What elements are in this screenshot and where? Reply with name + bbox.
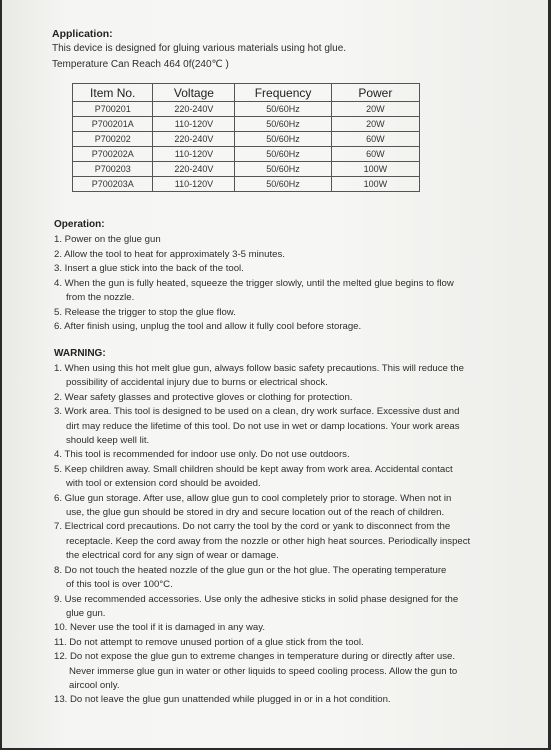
list-item: 4. When the gun is fully heated, squeeze the trigger slowly, until the melted glue begins to flow <box>54 277 454 289</box>
cell-frequency: 50/60Hz <box>235 132 331 147</box>
operation-list <box>54 233 454 335</box>
list-item-continuation: receptacle. Keep the cord away from the nozzle or other high heat sources. Periodically inspect <box>66 535 471 547</box>
cell-item-no: P700203 <box>73 162 153 177</box>
table-row <box>73 177 420 192</box>
warning-list <box>54 362 470 708</box>
list-item: 5. Keep children away. Small children should be kept away from work area. Accidental contact <box>54 463 453 475</box>
list-item-continuation: glue gun. <box>66 607 106 619</box>
list-item-continuation: should keep well lit. <box>66 435 150 447</box>
list-item: 13. Do not leave the glue gun unattended while plugged in or in a hot condition. <box>54 694 391 706</box>
cell-power: 60W <box>331 132 419 147</box>
list-item: 6. Glue gun storage. After use, allow glue gun to cool completely prior to storage. When not in <box>54 492 452 504</box>
operation-title: Operation: <box>54 219 105 230</box>
list-item: 7. Electrical cord precautions. Do not carry the tool by the cord or yank to disconnect from the <box>54 521 451 533</box>
list-item: 10. Never use the tool if it is damaged in any way. <box>54 622 265 634</box>
list-item: 12. Do not expose the glue gun to extreme changes in temperature during or directly after use. <box>54 651 456 663</box>
cell-item-no: P700201 <box>73 102 153 117</box>
list-item: 9. Use recommended accessories. Use only the adhesive sticks in solid phase designed for the <box>54 593 459 605</box>
cell-frequency: 50/60Hz <box>235 177 331 192</box>
cell-power: 20W <box>331 117 419 132</box>
list-item-continuation: the electrical cord for any sign of wear or damage. <box>66 550 279 562</box>
cell-voltage: 110-120V <box>153 117 235 132</box>
temperature-note: Temperature Can Reach 464 0f(240℃ ) <box>52 59 229 70</box>
cell-frequency: 50/60Hz <box>235 162 331 177</box>
warning-title: WARNING: <box>54 348 106 359</box>
cell-item-no: P700202A <box>73 147 153 162</box>
list-item-continuation: aircool only. <box>69 679 120 691</box>
spec-table <box>72 83 420 192</box>
cell-item-no: P700202 <box>73 132 153 147</box>
list-item-continuation: from the nozzle. <box>66 292 135 303</box>
table-row <box>73 132 420 147</box>
list-item-continuation: with tool or extension cord should be avoided. <box>66 478 261 490</box>
list-item: 3. Work area. This tool is designed to be used on a clean, dry work surface. Excessive dust and <box>54 406 460 418</box>
table-row <box>73 102 420 117</box>
cell-power: 60W <box>331 147 419 162</box>
list-item: 2. Wear safety glasses and protective gloves or clothing for protection. <box>54 391 353 403</box>
column-header-power: Power <box>331 84 419 102</box>
cell-voltage: 110-120V <box>153 177 235 192</box>
list-item: 2. Allow the tool to heat for approximately 3-5 minutes. <box>54 248 285 260</box>
cell-item-no: P700201A <box>73 117 153 132</box>
cell-frequency: 50/60Hz <box>235 117 331 132</box>
list-item: 3. Insert a glue stick into the back of the tool. <box>54 263 244 274</box>
cell-power: 100W <box>331 177 419 192</box>
list-item: 1. When using this hot melt glue gun, always follow basic safety precautions. This will reduce the <box>54 363 464 374</box>
table-row <box>73 117 420 132</box>
cell-power: 20W <box>331 102 419 117</box>
table-header-row <box>73 84 420 102</box>
column-header-item-no: Item No. <box>73 84 153 102</box>
list-item-continuation: possibility of accidental injury due to burns or electrical shock. <box>66 377 328 389</box>
cell-power: 100W <box>331 162 419 177</box>
list-item: 5. Release the trigger to stop the glue flow. <box>54 306 236 318</box>
column-header-voltage: Voltage <box>153 84 235 102</box>
cell-voltage: 110-120V <box>153 147 235 162</box>
list-item: 4. This tool is recommended for indoor use only. Do not use outdoors. <box>54 449 350 461</box>
list-item-continuation: dirt may reduce the lifetime of this tool. Do not use in wet or damp locations. Your work areas <box>66 420 460 432</box>
cell-frequency: 50/60Hz <box>235 102 331 117</box>
list-item: 11. Do not attempt to remove unused portion of a glue stick from the tool. <box>54 636 364 648</box>
list-item: 6. After finish using, unplug the tool and allow it fully cool before storage. <box>54 321 362 332</box>
column-header-frequency: Frequency <box>235 84 331 102</box>
list-item-continuation: use, the glue gun should be stored in dry and secure location out of the reach of children. <box>66 507 445 519</box>
cell-voltage: 220-240V <box>153 102 235 117</box>
list-item-continuation: Never immerse glue gun in water or other liquids to speed cooling process. Allow the gun to <box>69 665 458 677</box>
instruction-sheet <box>2 0 548 748</box>
application-description: This device is designed for gluing various materials using hot glue. <box>52 43 347 54</box>
list-item: 1. Power on the glue gun <box>54 234 161 245</box>
list-item-continuation: of this tool is over 100°C. <box>66 579 173 591</box>
table-row <box>73 147 420 162</box>
list-item: 8. Do not touch the heated nozzle of the glue gun or the hot glue. The operating temperature <box>54 564 447 576</box>
cell-voltage: 220-240V <box>153 162 235 177</box>
application-title: Application: <box>52 28 113 40</box>
cell-frequency: 50/60Hz <box>235 147 331 162</box>
table-row <box>73 162 420 177</box>
cell-item-no: P700203A <box>73 177 153 192</box>
cell-voltage: 220-240V <box>153 132 235 147</box>
